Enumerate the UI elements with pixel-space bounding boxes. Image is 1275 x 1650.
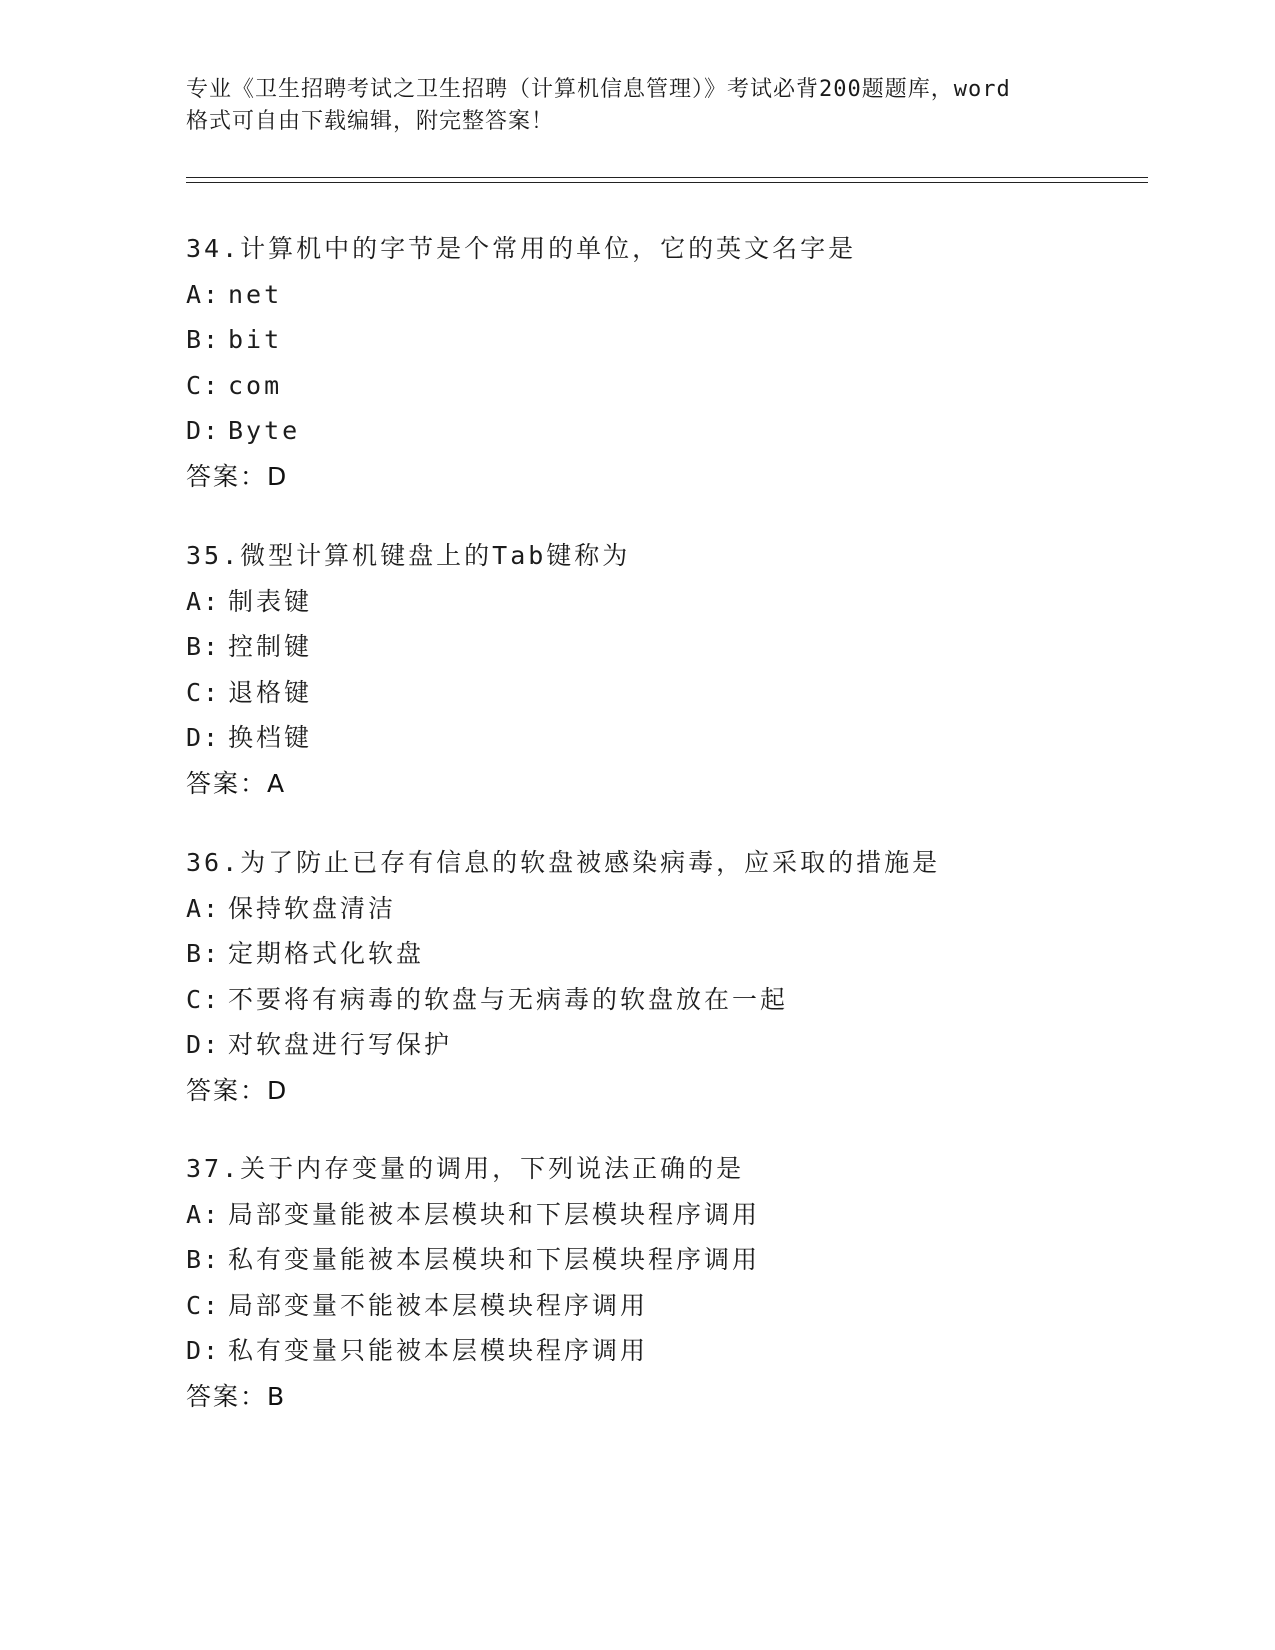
option-b: [186, 624, 1146, 670]
option-text: Byte: [228, 416, 301, 445]
option-letter: B:: [186, 939, 221, 968]
header-divider-top: [186, 177, 1148, 178]
option-letter: A:: [186, 893, 221, 923]
question-stem: 37.关于内存变量的调用，下列说法正确的是: [186, 1154, 745, 1183]
answer-line: [186, 1068, 1146, 1114]
header-divider-bottom: [186, 182, 1148, 183]
option-letter: A:: [186, 279, 221, 309]
option-text: net: [228, 279, 283, 309]
option-text: 不要将有病毒的软盘与无病毒的软盘放在一起: [228, 984, 789, 1014]
option-c: [186, 363, 1146, 409]
answer-line: [186, 761, 1146, 807]
option-d: [186, 1328, 1146, 1374]
option-b: [186, 931, 1146, 977]
option-letter: B:: [186, 325, 221, 354]
option-letter: B:: [186, 632, 221, 661]
answer-line: [186, 1374, 1146, 1420]
option-d: [186, 715, 1146, 761]
question-stem: 36.为了防止已存有信息的软盘被感染病毒，应采取的措施是: [186, 848, 941, 877]
option-text: 私有变量只能被本层模块程序调用: [228, 1336, 649, 1365]
option-letter: C:: [186, 370, 221, 400]
option-text: 对软盘进行写保护: [228, 1030, 453, 1059]
answer-value: A: [267, 768, 286, 798]
option-letter: D:: [186, 723, 221, 752]
option-text: 退格键: [228, 677, 313, 707]
option-letter: D:: [186, 1336, 221, 1365]
option-letter: C:: [186, 984, 221, 1014]
option-text: bit: [228, 325, 283, 354]
option-text: 制表键: [228, 586, 313, 616]
option-text: 局部变量能被本层模块和下层模块程序调用: [228, 1199, 761, 1229]
answer-line: [186, 454, 1146, 500]
option-a: [186, 1192, 1146, 1238]
option-a: [186, 886, 1146, 932]
document-header: [186, 74, 1086, 138]
option-text: 局部变量不能被本层模块程序调用: [228, 1290, 649, 1320]
answer-value: B: [267, 1381, 286, 1411]
question-block: [186, 840, 1146, 1113]
option-letter: D:: [186, 416, 221, 445]
answer-label: 答案：: [186, 461, 268, 491]
option-c: [186, 670, 1146, 716]
option-text: 定期格式化软盘: [228, 939, 425, 968]
header-line-1: 专业《卫生招聘考试之卫生招聘（计算机信息管理）》考试必背200题题库，word: [186, 77, 1011, 102]
option-letter: C:: [186, 677, 221, 707]
option-text: com: [228, 370, 283, 400]
answer-value: D: [267, 461, 288, 491]
option-a: [186, 272, 1146, 318]
question-block: [186, 1146, 1146, 1419]
answer-label: 答案：: [186, 1381, 268, 1411]
option-c: [186, 977, 1146, 1023]
answer-value: D: [267, 1075, 288, 1105]
option-letter: D:: [186, 1030, 221, 1059]
option-d: [186, 408, 1146, 454]
question-block: [186, 533, 1146, 806]
option-text: 换档键: [228, 723, 313, 752]
option-text: 控制键: [228, 632, 313, 661]
option-b: [186, 317, 1146, 363]
option-c: [186, 1283, 1146, 1329]
question-stem: 35.微型计算机键盘上的Tab键称为: [186, 541, 631, 570]
option-letter: B:: [186, 1245, 221, 1274]
answer-label: 答案：: [186, 768, 268, 798]
answer-label: 答案：: [186, 1075, 268, 1105]
option-letter: A:: [186, 1199, 221, 1229]
option-letter: A:: [186, 586, 221, 616]
option-text: 保持软盘清洁: [228, 893, 397, 923]
option-a: [186, 579, 1146, 625]
question-block: [186, 226, 1146, 499]
option-letter: C:: [186, 1290, 221, 1320]
option-d: [186, 1022, 1146, 1068]
header-line-2: 格式可自由下载编辑，附完整答案！: [186, 109, 555, 134]
question-stem: 34.计算机中的字节是个常用的单位，它的英文名字是: [186, 234, 857, 263]
option-text: 私有变量能被本层模块和下层模块程序调用: [228, 1245, 761, 1274]
option-b: [186, 1237, 1146, 1283]
